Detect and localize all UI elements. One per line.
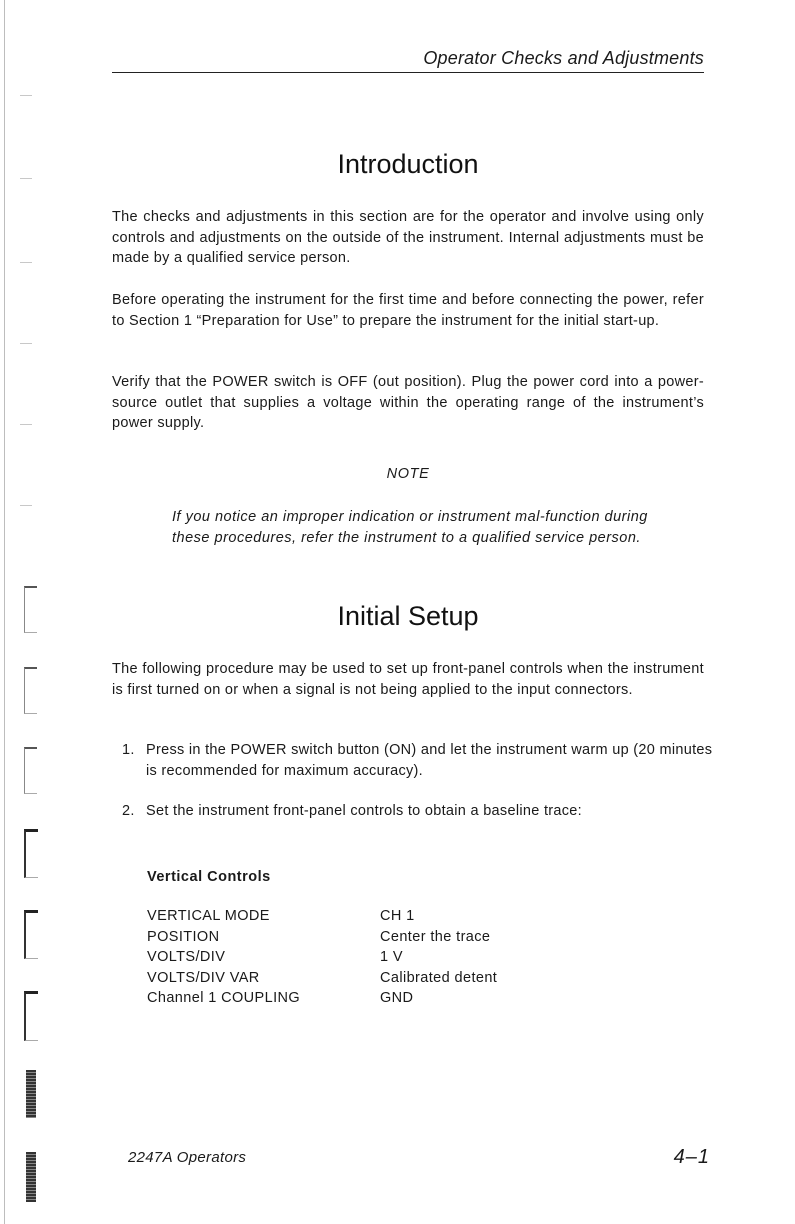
control-row (147, 908, 597, 929)
section-title-initial-setup: Initial Setup (337, 601, 479, 631)
controls-heading: Vertical Controls (147, 869, 271, 885)
step-text: Set the instrument front-panel controls to obtain a baseline trace: (146, 803, 583, 819)
control-value: 1 V (380, 949, 403, 965)
section-title-introduction: Introduction (337, 149, 479, 179)
note-text: If you notice an improper indication or instrument mal-function during these procedures, refer the instrument to a qualified service person. (172, 509, 648, 546)
control-value: Center the trace (380, 928, 491, 945)
header-rule (112, 72, 704, 73)
control-name: VERTICAL MODE (147, 908, 270, 924)
control-name: VOLTS/DIV VAR (147, 969, 260, 986)
control-row (147, 929, 597, 950)
note-label: NOTE (386, 466, 430, 482)
step-text: Press in the POWER switch button (ON) and let the instrument warm up (20 minutes is recommended for maximum accuracy). (146, 742, 713, 779)
setup-paragraph: The following procedure may be used to set up front-panel controls when the instrument is first turned on or when a signal is not being applied to the input connectors. (112, 661, 704, 698)
intro-paragraph: Verify that the POWER switch is OFF (out position). Plug the power cord into a power-source outlet that supplies a voltage within the operating range of the instrument’s power supply. (112, 374, 704, 431)
control-row (147, 949, 597, 970)
running-header: Operator Checks and Adjustments (423, 48, 704, 68)
control-value: GND (380, 990, 414, 1006)
control-name: VOLTS/DIV (147, 949, 226, 965)
control-name: POSITION (147, 928, 220, 945)
control-value: CH 1 (380, 908, 415, 924)
intro-paragraph: The checks and adjustments in this section are for the operator and involve using only controls and adjustments on the outside of the instrument. Internal adjustments must be made by a qualified service person. (112, 209, 704, 266)
control-row (147, 990, 597, 1011)
footer-page-number: 4–1 (673, 1146, 710, 1168)
footer-manual-name: 2247A Operators (128, 1149, 247, 1166)
intro-paragraph: Before operating the instrument for the first time and before connecting the power, refer to Section 1 “Preparation for Use” to prepare the instrument for the initial start-up. (112, 292, 704, 329)
control-row (147, 970, 597, 991)
step-number: 2. (122, 803, 135, 819)
control-value: Calibrated detent (380, 969, 498, 986)
control-name: Channel 1 COUPLING (147, 990, 301, 1006)
step-number: 1. (122, 742, 135, 758)
controls-table (147, 908, 597, 1011)
binding-edge (0, 0, 60, 1224)
